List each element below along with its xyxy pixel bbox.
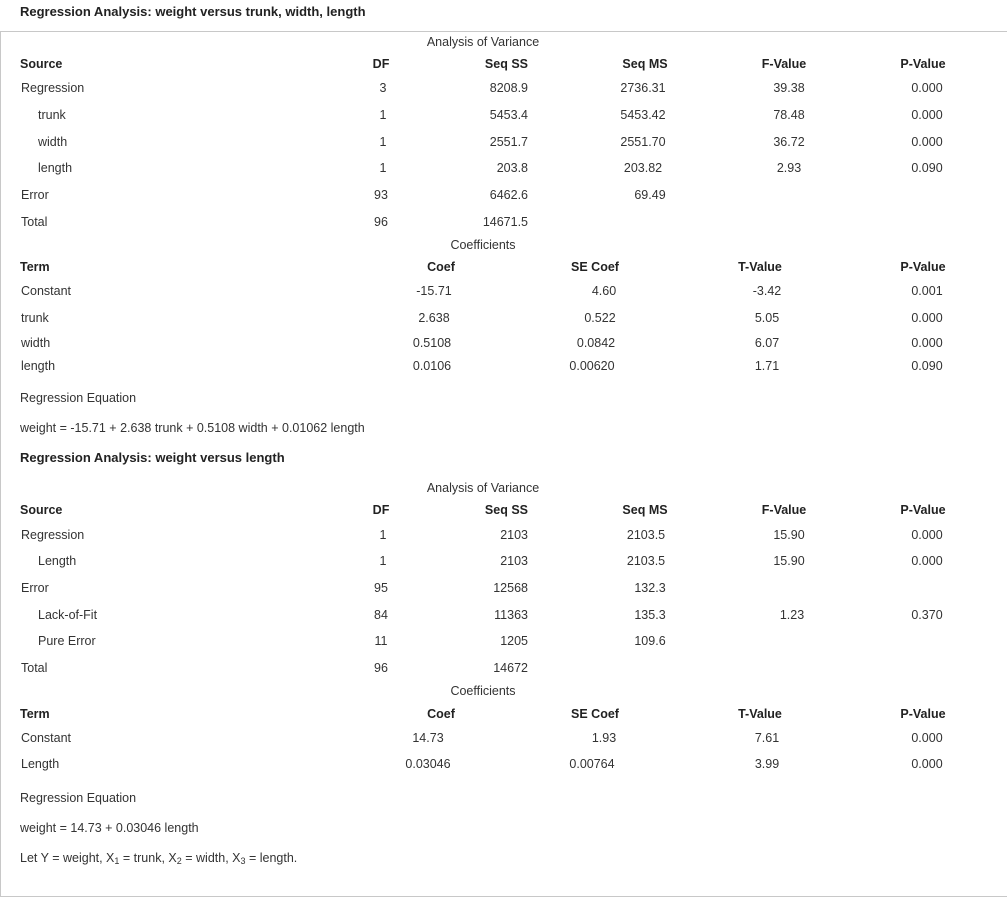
source-cell: trunk bbox=[38, 108, 66, 122]
p-cell: 0.000 bbox=[911, 528, 943, 542]
col-header-p-value: P-Value bbox=[900, 260, 946, 274]
variable-definitions bbox=[20, 851, 297, 865]
t-cell: 1.71 bbox=[754, 359, 780, 373]
f-cell: 1.23 bbox=[779, 608, 805, 622]
source-cell: Total bbox=[21, 215, 48, 229]
source-cell: Length bbox=[38, 554, 77, 568]
regression-equation-2: weight = 14.73 + 0.03046 length bbox=[20, 821, 199, 835]
ms-cell: 2103.5 bbox=[626, 528, 666, 542]
ms-cell: 69.49 bbox=[634, 188, 666, 202]
col-header-p-value: P-Value bbox=[900, 503, 946, 517]
t-cell: -3.42 bbox=[752, 284, 782, 298]
p-cell: 0.090 bbox=[911, 359, 943, 373]
subscript-1: 1 bbox=[114, 856, 120, 866]
ms-cell: 132.3 bbox=[634, 581, 666, 595]
ss-cell: 14672 bbox=[493, 661, 528, 675]
se-cell: 0.00620 bbox=[569, 359, 615, 373]
df-cell: 1 bbox=[379, 135, 387, 149]
df-cell: 95 bbox=[374, 581, 388, 595]
ms-cell: 2103.5 bbox=[626, 554, 666, 568]
subscript-3: 3 bbox=[240, 856, 246, 866]
df-cell: 1 bbox=[379, 108, 387, 122]
col-header-coef: Coef bbox=[427, 260, 455, 274]
source-cell: Lack-of-Fit bbox=[38, 608, 98, 622]
col-header-seq-ss: Seq SS bbox=[484, 503, 528, 517]
ss-cell: 5453.4 bbox=[489, 108, 528, 122]
p-cell: 0.000 bbox=[911, 311, 943, 325]
se-cell: 0.522 bbox=[584, 311, 616, 325]
f-cell: 15.90 bbox=[773, 554, 805, 568]
df-cell: 11 bbox=[374, 634, 388, 648]
ss-cell: 11363 bbox=[494, 608, 528, 622]
se-cell: 1.93 bbox=[591, 731, 617, 745]
col-header-f-value: F-Value bbox=[761, 57, 807, 71]
ms-cell: 2736.31 bbox=[620, 81, 666, 95]
p-cell: 0.000 bbox=[911, 81, 943, 95]
source-cell: Error bbox=[21, 188, 49, 202]
ms-cell: 5453.42 bbox=[620, 108, 666, 122]
ss-cell: 8208.9 bbox=[489, 81, 528, 95]
regression-equation-label-1: Regression Equation bbox=[20, 391, 137, 405]
col-header-se-coef: SE Coef bbox=[571, 260, 619, 274]
col-header-source: Source bbox=[20, 503, 63, 517]
ss-cell: 12568 bbox=[493, 581, 528, 595]
variable-definitions-part-1: = trunk, X bbox=[119, 851, 177, 865]
ss-cell: 2103 bbox=[500, 528, 528, 542]
t-cell: 3.99 bbox=[754, 757, 780, 771]
ss-cell: 6462.6 bbox=[489, 188, 528, 202]
anova-caption-1: Analysis of Variance bbox=[426, 35, 540, 49]
col-header-source: Source bbox=[20, 57, 63, 71]
p-cell: 0.370 bbox=[911, 608, 943, 622]
source-cell: Error bbox=[21, 581, 49, 595]
ms-cell: 109.6 bbox=[634, 634, 666, 648]
se-cell: 4.60 bbox=[591, 284, 617, 298]
t-cell: 5.05 bbox=[754, 311, 780, 325]
f-cell: 78.48 bbox=[773, 108, 805, 122]
anova-caption-2: Analysis of Variance bbox=[426, 481, 540, 495]
ss-cell: 203.8 bbox=[496, 161, 528, 175]
source-cell: Pure Error bbox=[38, 634, 96, 648]
coef-cell: 0.03046 bbox=[405, 757, 451, 771]
col-header-coef: Coef bbox=[427, 707, 455, 721]
p-cell: 0.000 bbox=[911, 135, 943, 149]
coef-caption-1: Coefficients bbox=[450, 238, 516, 252]
coef-cell: 2.638 bbox=[418, 311, 450, 325]
df-cell: 3 bbox=[379, 81, 387, 95]
coef-cell: 0.0106 bbox=[412, 359, 452, 373]
col-header-term: Term bbox=[20, 707, 50, 721]
df-cell: 96 bbox=[374, 215, 388, 229]
ms-cell: 203.82 bbox=[623, 161, 663, 175]
f-cell: 2.93 bbox=[776, 161, 802, 175]
se-cell: 0.0842 bbox=[576, 336, 616, 350]
term-cell: width bbox=[21, 336, 51, 350]
ms-cell: 2551.70 bbox=[620, 135, 666, 149]
p-cell: 0.000 bbox=[911, 554, 943, 568]
term-cell: length bbox=[21, 359, 56, 373]
col-header-df: DF bbox=[372, 57, 390, 71]
col-header-p-value: P-Value bbox=[900, 57, 946, 71]
col-header-term: Term bbox=[20, 260, 50, 274]
ss-cell: 14671.5 bbox=[482, 215, 528, 229]
coef-cell: -15.71 bbox=[416, 284, 452, 298]
section-title-1: Regression Analysis: weight versus trunk, width, length bbox=[20, 4, 366, 19]
f-cell: 39.38 bbox=[773, 81, 805, 95]
df-cell: 1 bbox=[379, 528, 387, 542]
term-cell: trunk bbox=[21, 311, 49, 325]
col-header-seq-ss: Seq SS bbox=[484, 57, 528, 71]
df-cell: 93 bbox=[374, 188, 388, 202]
f-cell: 36.72 bbox=[773, 135, 805, 149]
coef-cell: 14.73 bbox=[412, 731, 444, 745]
variable-definitions-part-2: = width, X bbox=[181, 851, 241, 865]
p-cell: 0.000 bbox=[911, 108, 943, 122]
t-cell: 6.07 bbox=[754, 336, 780, 350]
col-header-t-value: T-Value bbox=[738, 260, 782, 274]
ss-cell: 2103 bbox=[500, 554, 528, 568]
p-cell: 0.000 bbox=[911, 757, 943, 771]
ss-cell: 2551.7 bbox=[489, 135, 528, 149]
source-cell: width bbox=[38, 135, 68, 149]
source-cell: Regression bbox=[21, 81, 85, 95]
col-header-f-value: F-Value bbox=[761, 503, 807, 517]
term-cell: Length bbox=[21, 757, 60, 771]
f-cell: 15.90 bbox=[773, 528, 805, 542]
ms-cell: 135.3 bbox=[634, 608, 666, 622]
variable-definitions-prefix: Let Y = weight, X bbox=[20, 851, 115, 865]
regression-equation-label-2: Regression Equation bbox=[20, 791, 137, 805]
col-header-p-value: P-Value bbox=[900, 707, 946, 721]
se-cell: 0.00764 bbox=[569, 757, 615, 771]
section-title-2: Regression Analysis: weight versus length bbox=[20, 450, 285, 465]
p-cell: 0.090 bbox=[911, 161, 943, 175]
ss-cell: 1205 bbox=[500, 634, 528, 648]
df-cell: 1 bbox=[379, 554, 387, 568]
df-cell: 84 bbox=[374, 608, 388, 622]
source-cell: length bbox=[38, 161, 73, 175]
p-cell: 0.000 bbox=[911, 731, 943, 745]
term-cell: Constant bbox=[21, 284, 72, 298]
subscript-2: 2 bbox=[176, 856, 182, 866]
coef-caption-2: Coefficients bbox=[450, 684, 516, 698]
term-cell: Constant bbox=[21, 731, 72, 745]
col-header-seq-ms: Seq MS bbox=[622, 57, 668, 71]
p-cell: 0.000 bbox=[911, 336, 943, 350]
col-header-se-coef: SE Coef bbox=[571, 707, 619, 721]
source-cell: Total bbox=[21, 661, 48, 675]
df-cell: 1 bbox=[379, 161, 387, 175]
df-cell: 96 bbox=[374, 661, 388, 675]
variable-definitions-suffix: = length. bbox=[245, 851, 298, 865]
source-cell: Regression bbox=[21, 528, 85, 542]
col-header-df: DF bbox=[372, 503, 390, 517]
coef-cell: 0.5108 bbox=[412, 336, 452, 350]
col-header-seq-ms: Seq MS bbox=[622, 503, 668, 517]
regression-equation-1: weight = -15.71 + 2.638 trunk + 0.5108 width + 0.01062 length bbox=[20, 421, 365, 435]
t-cell: 7.61 bbox=[754, 731, 780, 745]
p-cell: 0.001 bbox=[911, 284, 943, 298]
col-header-t-value: T-Value bbox=[738, 707, 782, 721]
